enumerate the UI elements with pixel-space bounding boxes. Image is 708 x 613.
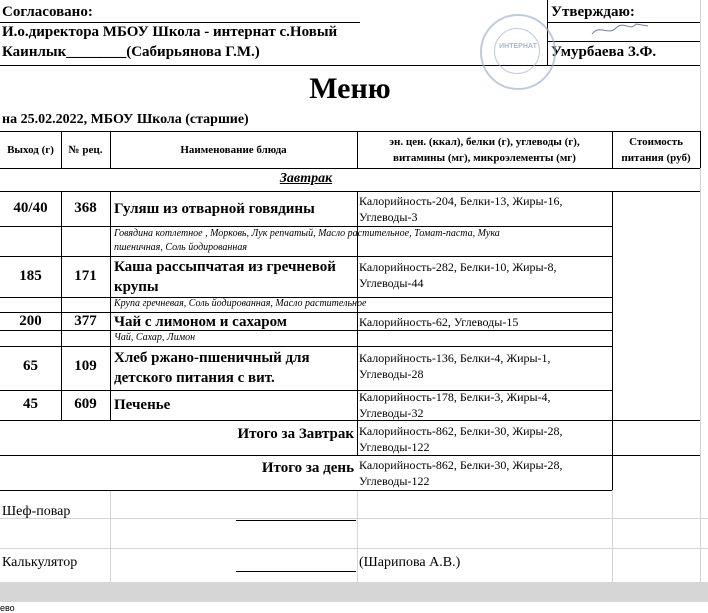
total-nutrition-line1: Калорийность-862, Белки-30, Жиры-28, xyxy=(359,424,563,438)
sheet-tab[interactable]: ево xyxy=(0,603,15,613)
approve-name: Умурбаева З.Ф. xyxy=(551,44,657,60)
item-recipe-number: 171 xyxy=(74,268,97,284)
item-yield: 40/40 xyxy=(13,200,48,216)
item-recipe-number: 609 xyxy=(74,396,97,412)
approve-title: Утверждаю: xyxy=(551,4,635,20)
item-dish-name: Гуляш из отварной говядины xyxy=(114,201,315,217)
item-nutrition-line1: Калорийность-178, Белки-3, Жиры-4, xyxy=(359,390,551,404)
meal-title: Завтрак xyxy=(279,171,333,186)
item-dish-name: Печенье xyxy=(114,397,171,413)
item-dish-name: Каша рассыпчатая из гречневой xyxy=(114,259,336,275)
agreed-title: Согласовано: xyxy=(2,4,93,20)
calculator-label: Калькулятор xyxy=(2,555,78,570)
item-yield: 185 xyxy=(19,268,42,284)
col-price-header-line1: Стоимость xyxy=(629,136,683,148)
total-nutrition-line2: Углеводы-122 xyxy=(359,440,430,454)
menu-subtitle: на 25.02.2022, МБОУ Школа (старшие) xyxy=(2,112,249,127)
item-nutrition-line2: Углеводы-44 xyxy=(359,276,424,290)
item-yield: 65 xyxy=(23,358,38,374)
col-nutrition-header-line2: витамины (мг), микроэлементы (мг) xyxy=(393,152,576,164)
item-nutrition-line1: Калорийность-282, Белки-10, Жиры-8, xyxy=(359,260,557,274)
item-recipe-number: 368 xyxy=(74,200,97,216)
item-ingredients-line1: Говядина котлетное , Морковь, Лук репчатый, Масло растительное, Томат-паста, Мука xyxy=(114,228,500,239)
agreed-line1: И.о.директора МБОУ Школа - интернат с.Новый xyxy=(2,24,338,40)
chef-label: Шеф-повар xyxy=(2,504,71,519)
col-yield-header: Выход (г) xyxy=(7,144,54,156)
item-dish-name: Хлеб ржано-пшеничный для xyxy=(114,350,310,366)
item-ingredients-line2: пшеничная, Соль йодированная xyxy=(114,242,247,253)
horizontal-scrollbar[interactable] xyxy=(0,582,708,602)
item-nutrition-line1: Калорийность-136, Белки-4, Жиры-1, xyxy=(359,351,551,365)
item-nutrition-line1: Калорийность-204, Белки-13, Жиры-16, xyxy=(359,194,563,208)
item-yield: 45 xyxy=(23,396,38,412)
item-recipe-number: 109 xyxy=(74,358,97,374)
col-price-header-line2: питания (руб) xyxy=(621,152,691,164)
item-dish-name-cont: крупы xyxy=(114,279,159,295)
col-dish-header: Наименование блюда xyxy=(180,144,287,156)
official-stamp-icon: ИНТЕРНАТ xyxy=(480,14,556,90)
item-nutrition-line2: Углеводы-3 xyxy=(359,210,418,224)
calculator-name: (Шарипова А.В.) xyxy=(359,555,461,570)
item-nutrition-line2: Углеводы-32 xyxy=(359,406,424,420)
item-nutrition-line1: Калорийность-62, Углеводы-15 xyxy=(359,315,519,329)
item-dish-name: Чай с лимоном и сахаром xyxy=(114,314,288,330)
item-ingredients-line1: Чай, Сахар, Лимон xyxy=(114,332,196,343)
page-title: Меню xyxy=(309,72,391,105)
total-label: Итого за день xyxy=(261,460,354,476)
item-dish-name-cont: детского питания с вит. xyxy=(114,370,275,386)
total-label: Итого за Завтрак xyxy=(237,426,354,442)
total-nutrition-line1: Калорийность-862, Белки-30, Жиры-28, xyxy=(359,458,563,472)
total-nutrition-line2: Углеводы-122 xyxy=(359,474,430,488)
item-yield: 200 xyxy=(19,313,42,329)
item-nutrition-line2: Углеводы-28 xyxy=(359,367,424,381)
col-recipe-header: № рец. xyxy=(68,144,103,156)
agreed-line2: Каинлык________(Сабирьянова Г.М.) xyxy=(2,44,260,60)
item-recipe-number: 377 xyxy=(74,313,97,329)
signature-icon xyxy=(590,20,650,38)
item-ingredients-line1: Крупа гречневая, Соль йодированная, Масло растительное xyxy=(114,298,367,309)
col-nutrition-header-line1: эн. цен. (ккал), белки (г), углеводы (г), xyxy=(389,136,580,148)
